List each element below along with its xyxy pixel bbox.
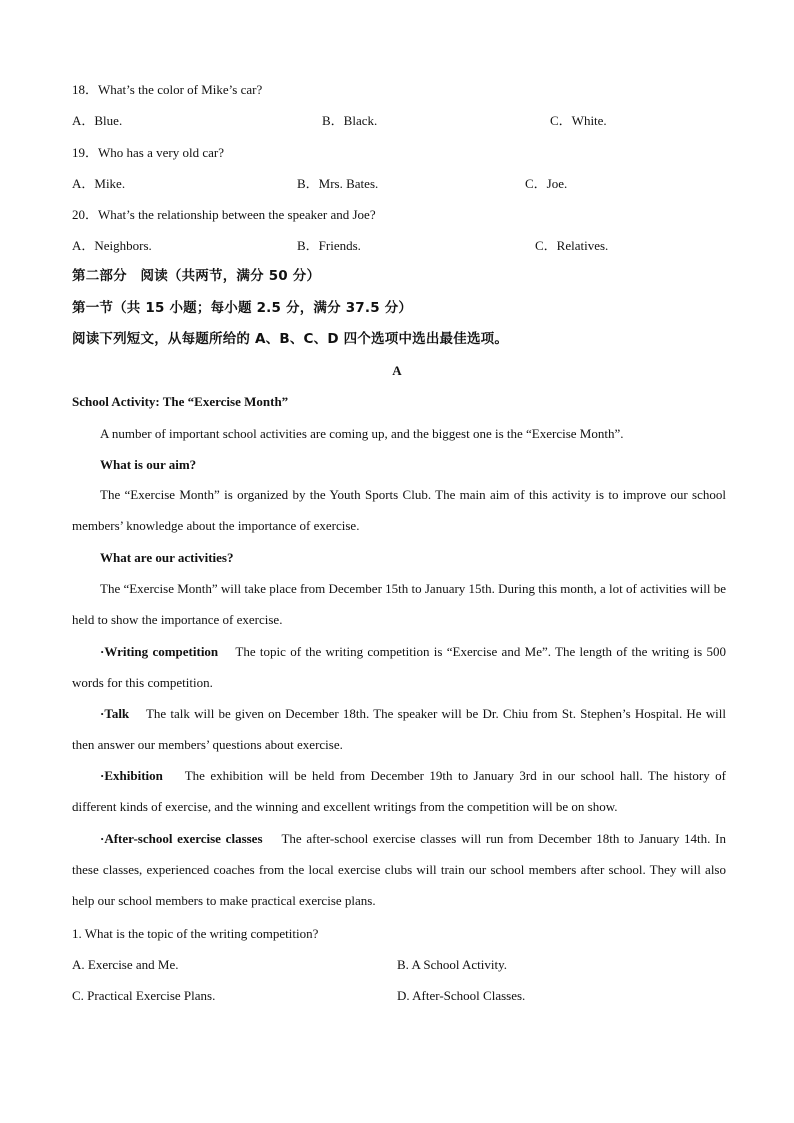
- activities-paragraph: The “Exercise Month” will take place from December 15th to January 15th. During this month, a lot of activities will be held to show the importance of exercise.: [72, 581, 726, 628]
- activity-text: The exhibition will be held from December 19th to January 3rd in our school hall. The history of different kinds of exercise, and the winning and excellent writings from the competition will be on show.: [72, 768, 727, 815]
- activity-writing-competition: [72, 636, 726, 698]
- passage-intro: A number of important school activities are coming up, and the biggest one is the “Exercise Month”.: [100, 426, 624, 441]
- q1-option-c: C. Practical Exercise Plans.: [72, 988, 216, 1003]
- passage-title: School Activity: The “Exercise Month”: [72, 394, 289, 409]
- question-19: 19．Who has a very old car?: [72, 145, 224, 160]
- passage-label: A: [392, 363, 402, 378]
- q20-option-a: A．Neighbors.: [72, 238, 152, 253]
- activity-exhibition: [72, 760, 726, 822]
- activity-text: The topic of the writing competition is “Exercise and Me”. The length of the writing is 500 words for this competition.: [72, 644, 726, 691]
- activity-name: ·Talk: [100, 706, 130, 721]
- activity-text: The talk will be given on December 18th. The speaker will be Dr. Chiu from St. Stephen’s Hospital. He will then answer our members’ questions about exercise.: [72, 706, 727, 753]
- activity-text: The after-school exercise classes will run from December 18th to January 14th. In these classes, experienced coaches from the local exercise clubs will train our school members after school. They will also help our school members to make practical exercise plans.: [72, 831, 726, 909]
- question-20: 20．What’s the relationship between the speaker and Joe?: [72, 207, 376, 222]
- q20-option-c: C．Relatives.: [535, 238, 609, 253]
- part-two-heading: 第二部分 阅读（共两节，满分 50 分）: [72, 268, 321, 284]
- activity-name: ·Writing competition: [100, 644, 219, 659]
- q1-option-a: A. Exercise and Me.: [72, 957, 179, 972]
- q18-option-b: B．Black.: [322, 113, 378, 128]
- question-18: 18．What’s the color of Mike’s car?: [72, 82, 263, 97]
- q19-option-b: B．Mrs. Bates.: [297, 176, 379, 191]
- q18-option-c: C．White.: [550, 113, 607, 128]
- q1-option-b: B. A School Activity.: [397, 957, 508, 972]
- aim-paragraph: The “Exercise Month” is organized by the Youth Sports Club. The main aim of this activity is to improve our school members’ knowledge about the importance of exercise.: [72, 487, 726, 534]
- aim-heading: What is our aim?: [100, 457, 197, 472]
- q1-option-d: D. After-School Classes.: [397, 988, 526, 1003]
- activity-name: ·After-school exercise classes: [100, 831, 263, 846]
- q19-option-c: C．Joe.: [525, 176, 568, 191]
- q18-option-a: A．Blue.: [72, 113, 123, 128]
- q20-option-b: B．Friends.: [297, 238, 361, 253]
- activity-talk: [72, 698, 726, 760]
- reading-instruction: 阅读下列短文，从每题所给的 A、B、C、D 四个选项中选出最佳选项。: [72, 331, 509, 347]
- q19-option-a: A．Mike.: [72, 176, 126, 191]
- question-1: 1. What is the topic of the writing competition?: [72, 926, 319, 941]
- section-one-heading: 第一节（共 15 小题；每小题 2.5 分，满分 37.5 分）: [72, 300, 413, 316]
- activity-name: ·Exhibition: [100, 768, 163, 783]
- activity-after-school-classes: [72, 823, 726, 917]
- activities-heading: What are our activities?: [100, 550, 234, 565]
